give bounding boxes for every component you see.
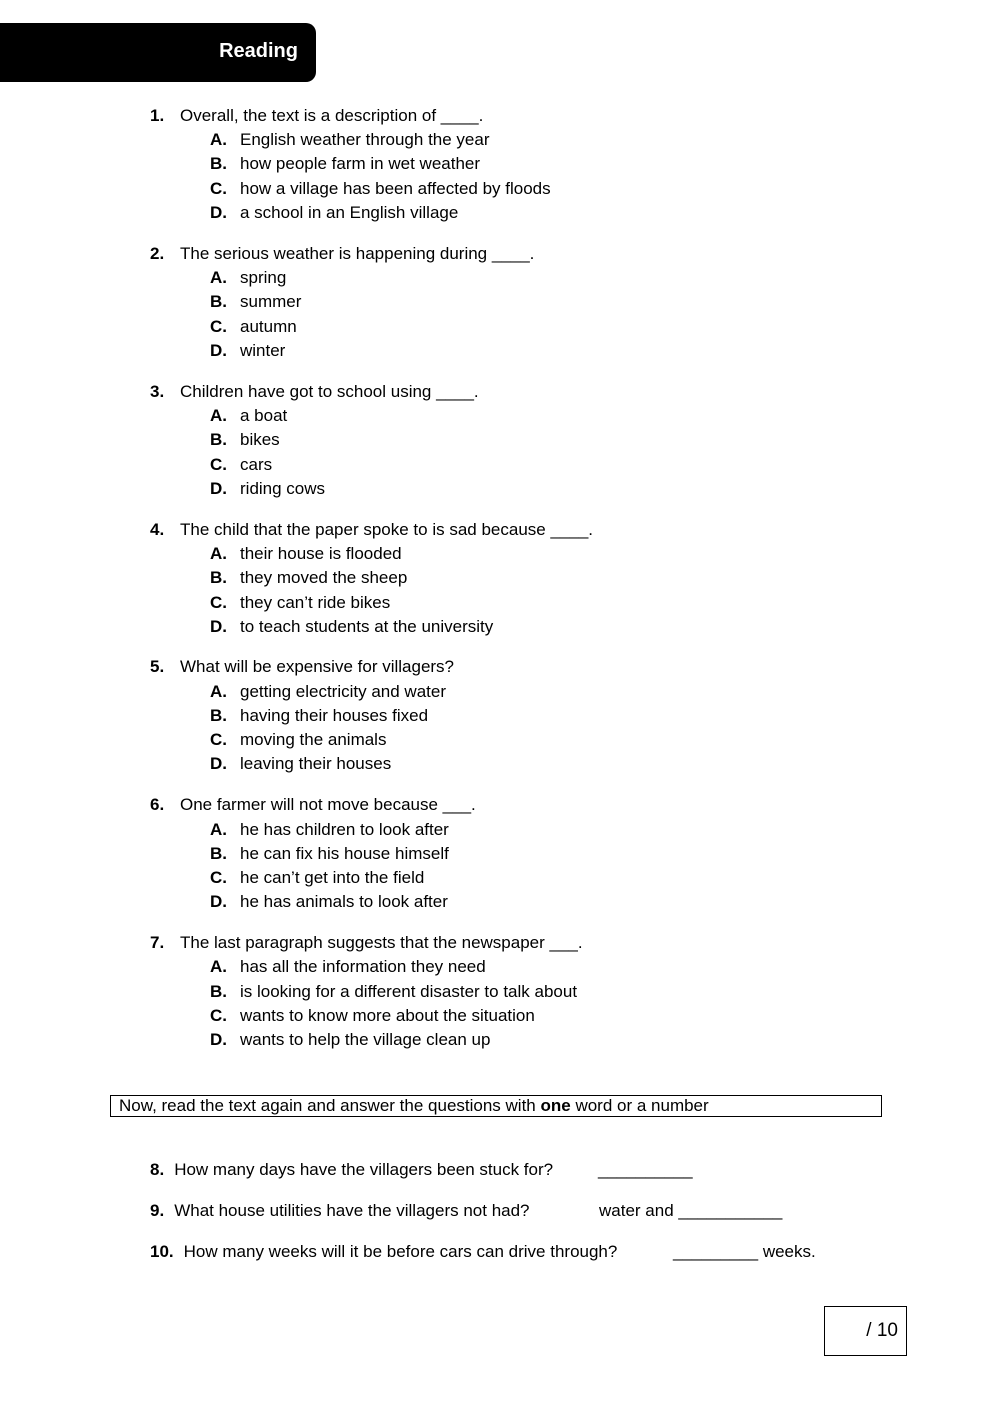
- option-text: winter: [240, 341, 286, 360]
- option-a[interactable]: [210, 682, 446, 702]
- option-letter: C.: [210, 317, 227, 336]
- option-text: he has animals to look after: [240, 892, 448, 911]
- question-text: The last paragraph suggests that the newspaper ___.: [180, 933, 583, 952]
- answer-blank-9[interactable]: water and ___________: [599, 1201, 783, 1220]
- option-text: how a village has been affected by floods: [240, 179, 551, 198]
- option-letter: C.: [210, 1006, 227, 1025]
- option-b[interactable]: [210, 844, 449, 864]
- option-letter: D.: [210, 892, 227, 911]
- question-text: The serious weather is happening during ____.: [180, 244, 535, 263]
- option-a[interactable]: [210, 957, 486, 977]
- instruction-emphasis: one: [540, 1096, 571, 1115]
- option-a[interactable]: [210, 820, 449, 840]
- option-text: bikes: [240, 430, 280, 449]
- option-c[interactable]: [210, 455, 272, 475]
- option-b[interactable]: [210, 292, 301, 312]
- option-letter: B.: [210, 982, 227, 1001]
- question-text: The child that the paper spoke to is sad because ____.: [180, 520, 593, 539]
- option-letter: D.: [210, 754, 227, 773]
- option-text: cars: [240, 455, 273, 474]
- option-text: riding cows: [240, 479, 326, 498]
- option-text: he can fix his house himself: [240, 844, 449, 863]
- option-text: a school in an English village: [240, 203, 459, 222]
- option-a[interactable]: [210, 130, 490, 150]
- option-d[interactable]: [210, 1030, 490, 1050]
- question-number: 1.: [150, 106, 165, 125]
- question-number: 9.: [150, 1201, 165, 1220]
- option-letter: B.: [210, 154, 227, 173]
- option-d[interactable]: [210, 892, 448, 912]
- option-letter: B.: [210, 430, 227, 449]
- option-letter: A.: [210, 820, 227, 839]
- option-letter: D.: [210, 341, 227, 360]
- option-text: English weather through the year: [240, 130, 490, 149]
- option-c[interactable]: [210, 593, 390, 613]
- section-header-tab: [0, 23, 316, 82]
- option-d[interactable]: [210, 617, 493, 637]
- option-text: a boat: [240, 406, 288, 425]
- question-text: How many days have the villagers been stuck for?: [174, 1160, 554, 1179]
- option-text: has all the information they need: [240, 957, 486, 976]
- option-b[interactable]: [210, 706, 428, 726]
- question-8: [150, 1160, 553, 1180]
- option-a[interactable]: [210, 544, 402, 564]
- option-letter: D.: [210, 1030, 227, 1049]
- option-text: spring: [240, 268, 287, 287]
- option-letter: C.: [210, 593, 227, 612]
- option-a[interactable]: [210, 406, 287, 426]
- question-text: How many weeks will it be before cars can drive through?: [183, 1242, 618, 1261]
- option-letter: A.: [210, 682, 227, 701]
- option-letter: B.: [210, 706, 227, 725]
- option-b[interactable]: [210, 568, 407, 588]
- option-text: leaving their houses: [240, 754, 392, 773]
- option-letter: B.: [210, 844, 227, 863]
- option-c[interactable]: [210, 179, 551, 199]
- question-number: 6.: [150, 795, 165, 814]
- option-text: wants to help the village clean up: [240, 1030, 491, 1049]
- section-title: Reading: [219, 40, 298, 62]
- question-number: 10.: [150, 1242, 174, 1261]
- option-letter: C.: [210, 730, 227, 749]
- option-text: he can’t get into the field: [240, 868, 425, 887]
- instruction-text-end: word or a number: [570, 1096, 709, 1115]
- answer-blank-10[interactable]: _________ weeks.: [673, 1242, 816, 1261]
- option-c[interactable]: [210, 1006, 535, 1026]
- option-text: wants to know more about the situation: [240, 1006, 535, 1025]
- option-letter: B.: [210, 292, 227, 311]
- option-text: autumn: [240, 317, 297, 336]
- option-b[interactable]: [210, 154, 480, 174]
- question-text: What will be expensive for villagers?: [180, 657, 455, 676]
- question-number: 4.: [150, 520, 165, 539]
- option-text: their house is flooded: [240, 544, 402, 563]
- option-text: moving the animals: [240, 730, 387, 749]
- option-b[interactable]: [210, 430, 280, 450]
- option-text: he has children to look after: [240, 820, 449, 839]
- option-letter: C.: [210, 868, 227, 887]
- instruction-text: Now, read the text again and answer the questions with: [119, 1096, 541, 1115]
- option-text: summer: [240, 292, 302, 311]
- option-text: having their houses fixed: [240, 706, 429, 725]
- score-label: / 10: [866, 1320, 898, 1341]
- question-text: One farmer will not move because ___.: [180, 795, 476, 814]
- option-letter: D.: [210, 203, 227, 222]
- option-c[interactable]: [210, 868, 424, 888]
- option-letter: C.: [210, 179, 227, 198]
- question-number: 8.: [150, 1160, 165, 1179]
- option-letter: A.: [210, 268, 227, 287]
- question-text: Overall, the text is a description of ____.: [180, 106, 484, 125]
- question-9: [150, 1201, 530, 1221]
- option-text: they can’t ride bikes: [240, 593, 391, 612]
- question-text: What house utilities have the villagers not had?: [174, 1201, 530, 1220]
- option-d[interactable]: [210, 341, 285, 361]
- question-number: 2.: [150, 244, 165, 263]
- question-text: Children have got to school using ____.: [180, 382, 479, 401]
- option-text: getting electricity and water: [240, 682, 446, 701]
- option-letter: D.: [210, 479, 227, 498]
- option-c[interactable]: [210, 317, 297, 337]
- option-text: is looking for a different disaster to talk about: [240, 982, 578, 1001]
- option-a[interactable]: [210, 268, 286, 288]
- option-c[interactable]: [210, 730, 386, 750]
- option-d[interactable]: [210, 203, 458, 223]
- option-text: they moved the sheep: [240, 568, 408, 587]
- question-number: 5.: [150, 657, 165, 676]
- option-d[interactable]: [210, 754, 391, 774]
- option-text: how people farm in wet weather: [240, 154, 481, 173]
- question-number: 7.: [150, 933, 165, 952]
- option-d[interactable]: [210, 479, 325, 499]
- option-letter: B.: [210, 568, 227, 587]
- question-number: 3.: [150, 382, 165, 401]
- option-letter: D.: [210, 617, 227, 636]
- option-letter: C.: [210, 455, 227, 474]
- option-letter: A.: [210, 130, 227, 149]
- option-letter: A.: [210, 406, 227, 425]
- option-b[interactable]: [210, 982, 577, 1002]
- option-letter: A.: [210, 544, 227, 563]
- instruction-box: [110, 1095, 882, 1117]
- option-text: to teach students at the university: [240, 617, 494, 636]
- option-letter: A.: [210, 957, 227, 976]
- score-box: [824, 1306, 907, 1356]
- answer-blank-8[interactable]: __________: [598, 1160, 693, 1179]
- question-10: [150, 1242, 617, 1262]
